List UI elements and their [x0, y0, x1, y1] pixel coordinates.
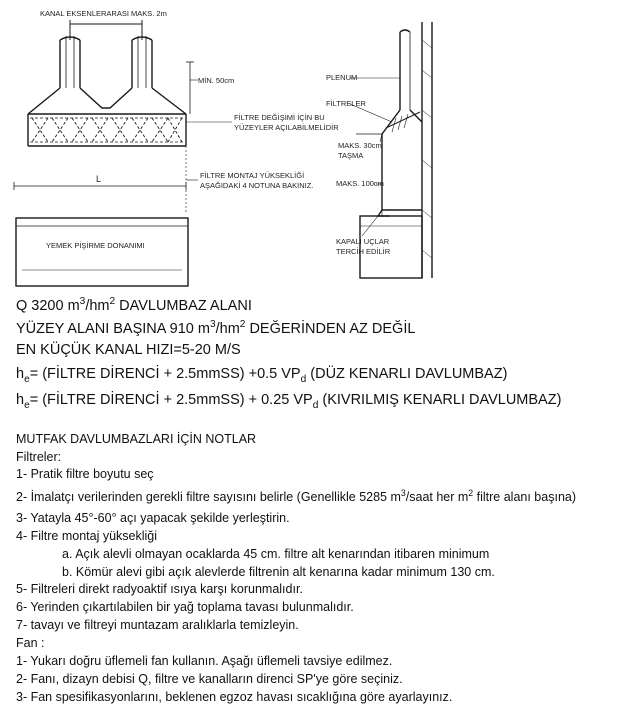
- label-filter-mount-2: AŞAĞIDAKİ 4 NOTUNA BAKINIZ.: [200, 181, 314, 190]
- label-cooking-equipment: YEMEK PİŞİRME DONANIMI: [46, 241, 145, 250]
- note-fan-2: 2- Fanı, dizayn debisi Q, filtre ve kanalların direnci SP'ye göre seçiniz.: [16, 672, 403, 686]
- note-fan-1: 1- Yukarı doğru üflemeli fan kullanın. Aşağı üflemeli tavsiye edilmez.: [16, 654, 393, 668]
- note-filter-1: 1- Pratik filtre boyutu seç: [16, 467, 154, 481]
- note-filter-6: 6- Yerinden çıkartılabilen bir yağ toplama tavası bulunmalıdır.: [16, 600, 354, 614]
- note-filter-4b: b. Kömür alevi gibi açık alevlerde filtrenin alt kenarına kadar minimum 130 cm.: [62, 565, 495, 579]
- note-filter-2: 2- İmalatçı verilerinden gerekli filtre sayısını belirle (Genellikle 5285 $m^3$/saat her $m^2$ filtre alanı başına): [16, 488, 577, 505]
- label-filter-access-1: FİLTRE DEĞİŞİMİ İÇİN BU: [234, 113, 325, 122]
- label-filter-mount-1: FİLTRE MONTAJ YÜKSEKLİĞİ: [200, 171, 305, 180]
- note-fan-3: 3- Fan spesifikasyonlarını, beklenen egzoz havası sıcaklığına göre ayarlayınız.: [16, 690, 453, 704]
- label-closed-ends-1: KAPALI UÇLAR: [336, 237, 390, 246]
- label-filter-access-2: YÜZEYLER AÇILABİLMELİDİR: [234, 123, 339, 132]
- formula-min-duct-velocity: EN KÜÇÜK KANAL HIZI=5-20 M/S: [16, 342, 241, 358]
- note-filter-7: 7- tavayı ve filtreyi muntazam aralıklarla temizleyin.: [16, 618, 299, 632]
- label-closed-ends-2: TERCİH EDİLİR: [336, 247, 391, 256]
- hood-diagram: [0, 0, 627, 290]
- notes-fan-heading: Fan :: [16, 636, 45, 650]
- formula-hood-area: Q 3200 $m^3/hm^2$ DAVLUMBAZ ALANI: [16, 296, 252, 314]
- label-filters: FİLTRELER: [326, 99, 366, 108]
- label-plenum: PLENUM: [326, 73, 358, 82]
- notes-filters-heading: Filtreler:: [16, 450, 62, 464]
- label-min-50: MİN. 50cm: [198, 76, 235, 85]
- label-max-100: MAKS. 100cm: [336, 179, 384, 188]
- label-channel-spacing: KANAL EKSENLERARASI MAKS. 2m: [40, 9, 167, 18]
- note-filter-4: 4- Filtre montaj yüksekliği: [16, 529, 158, 543]
- formula-curved-edge: $h_e=$ (FİLTRE DİRENCİ + 2.5mmSS) + 0.25 $VP_d$ (KIVRILMIŞ KENARLI DAVLUMBAZ): [16, 392, 562, 411]
- label-length: L: [96, 174, 102, 184]
- formula-flat-edge: $h_e=$ (FİLTRE DİRENCİ + 2.5mmSS) +0.5 $VP_d$ (DÜZ KENARLI DAVLUMBAZ): [16, 366, 508, 385]
- label-overhang-1: MAKS. 30cm: [338, 141, 382, 150]
- label-overhang-2: TAŞMA: [338, 151, 364, 160]
- note-filter-4a: a. Açık alevli olmayan ocaklarda 45 cm. filtre alt kenarından itibaren minimum: [62, 547, 490, 561]
- note-filter-5: 5- Filtreleri direkt radyoaktif ısıya karşı korunmalıdır.: [16, 582, 303, 596]
- formula-surface-area: YÜZEY ALANI BAŞINA 910 $m^3/hm^2$ DEĞERİNDEN AZ DEĞİL: [16, 319, 416, 337]
- notes-title: MUTFAK DAVLUMBAZLARI İÇİN NOTLAR: [16, 432, 257, 446]
- note-filter-3: 3- Yatayla 45°-60° açı yapacak şekilde yerleştirin.: [16, 511, 290, 525]
